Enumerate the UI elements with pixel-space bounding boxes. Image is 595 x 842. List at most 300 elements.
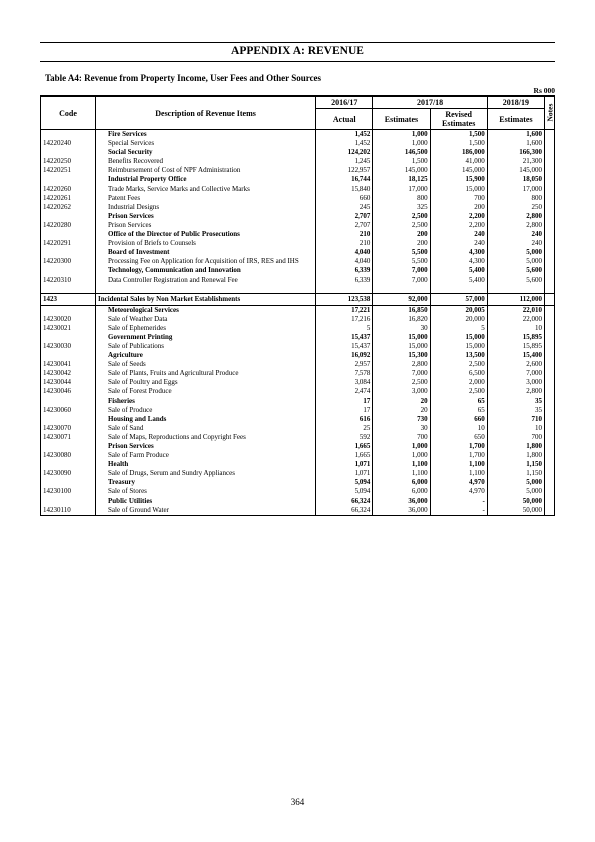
table-row bbox=[41, 203, 555, 212]
row-description: Prison Services bbox=[96, 212, 316, 221]
row-estimates: 1,100 bbox=[373, 460, 430, 469]
row-actual: 210 bbox=[316, 230, 373, 239]
row-estimates-2018: 2,800 bbox=[487, 212, 544, 221]
row-revised bbox=[430, 285, 487, 294]
row-actual: 6,339 bbox=[316, 276, 373, 285]
col-year-2017: 2017/18 bbox=[373, 96, 487, 109]
row-actual: 17 bbox=[316, 406, 373, 415]
row-estimates-2018: 10 bbox=[487, 324, 544, 333]
row-notes bbox=[545, 130, 555, 140]
row-estimates: 7,000 bbox=[373, 276, 430, 285]
row-code: 14220262 bbox=[41, 203, 96, 212]
row-description: Sale of Farm Produce bbox=[96, 451, 316, 460]
row-code bbox=[41, 212, 96, 221]
row-actual: 25 bbox=[316, 424, 373, 433]
row-estimates: 1,500 bbox=[373, 157, 430, 166]
table-title: Table A4: Revenue from Property Income, User Fees and Other Sources bbox=[45, 73, 322, 83]
row-actual: 4,040 bbox=[316, 257, 373, 266]
row-code: 14230021 bbox=[41, 324, 96, 333]
row-revised: 5 bbox=[430, 324, 487, 333]
row-estimates: 17,000 bbox=[373, 185, 430, 194]
row-description: Processing Fee on Application for Acquisition of IRS, RES and IHS bbox=[96, 257, 316, 266]
row-actual: 7,578 bbox=[316, 369, 373, 378]
row-description: Public Utilities bbox=[96, 497, 316, 506]
table-header bbox=[41, 96, 555, 130]
row-description: Sale of Sand bbox=[96, 424, 316, 433]
row-estimates: 20 bbox=[373, 406, 430, 415]
row-estimates-2018: 240 bbox=[487, 230, 544, 239]
row-description: Industrial Property Office bbox=[96, 175, 316, 184]
row-estimates: 18,125 bbox=[373, 175, 430, 184]
revenue-table bbox=[40, 95, 555, 516]
table-row bbox=[41, 424, 555, 433]
row-revised: 5,400 bbox=[430, 276, 487, 285]
row-estimates: 800 bbox=[373, 194, 430, 203]
row-code: 14220250 bbox=[41, 157, 96, 166]
row-estimates: 2,500 bbox=[373, 221, 430, 230]
row-notes bbox=[545, 315, 555, 324]
group-row bbox=[41, 266, 555, 275]
table-row bbox=[41, 185, 555, 194]
row-estimates-2018: 50,000 bbox=[487, 497, 544, 506]
row-revised: 6,500 bbox=[430, 369, 487, 378]
row-notes bbox=[545, 175, 555, 184]
row-estimates-2018: 1,150 bbox=[487, 469, 544, 478]
row-estimates-2018: 15,400 bbox=[487, 351, 544, 360]
row-notes bbox=[545, 257, 555, 266]
row-notes bbox=[545, 285, 555, 294]
row-actual bbox=[316, 285, 373, 294]
row-revised: 2,200 bbox=[430, 212, 487, 221]
table-row bbox=[41, 221, 555, 230]
row-description: Incidental Sales by Non Market Establishments bbox=[96, 293, 316, 305]
row-estimates: 7,000 bbox=[373, 266, 430, 275]
row-estimates-2018: 5,000 bbox=[487, 257, 544, 266]
row-estimates-2018: 15,895 bbox=[487, 333, 544, 342]
group-row bbox=[41, 148, 555, 157]
row-code bbox=[41, 305, 96, 315]
row-code: 14230071 bbox=[41, 433, 96, 442]
table-row bbox=[41, 324, 555, 333]
row-estimates-2018: 21,300 bbox=[487, 157, 544, 166]
group-row bbox=[41, 333, 555, 342]
group-row bbox=[41, 305, 555, 315]
table-row bbox=[41, 285, 555, 294]
appendix-title: APPENDIX A: REVENUE bbox=[231, 45, 364, 57]
row-description: Sale of Maps, Reproductions and Copyright Fees bbox=[96, 433, 316, 442]
row-description: Housing and Lands bbox=[96, 415, 316, 424]
row-code: 14230041 bbox=[41, 360, 96, 369]
row-code: 14220280 bbox=[41, 221, 96, 230]
row-estimates: 5,500 bbox=[373, 257, 430, 266]
row-estimates-2018: 22,000 bbox=[487, 315, 544, 324]
row-actual: 2,707 bbox=[316, 212, 373, 221]
row-notes bbox=[545, 194, 555, 203]
row-revised: 650 bbox=[430, 433, 487, 442]
row-code bbox=[41, 497, 96, 506]
row-revised: 1,700 bbox=[430, 442, 487, 451]
col-year-2018: 2018/19 bbox=[487, 96, 544, 109]
row-code: 14220260 bbox=[41, 185, 96, 194]
group-row bbox=[41, 415, 555, 424]
row-revised: 2,500 bbox=[430, 360, 487, 369]
row-notes bbox=[545, 369, 555, 378]
row-notes bbox=[545, 406, 555, 415]
row-estimates-2018: 5,600 bbox=[487, 276, 544, 285]
row-code: 14230030 bbox=[41, 342, 96, 351]
row-actual: 616 bbox=[316, 415, 373, 424]
row-actual: 16,744 bbox=[316, 175, 373, 184]
row-actual: 1,665 bbox=[316, 451, 373, 460]
row-notes bbox=[545, 266, 555, 275]
row-estimates: 1,000 bbox=[373, 130, 430, 140]
table-row bbox=[41, 469, 555, 478]
row-estimates: 145,000 bbox=[373, 166, 430, 175]
col-estimates: Estimates bbox=[373, 109, 430, 130]
row-notes bbox=[545, 166, 555, 175]
table-row bbox=[41, 387, 555, 396]
row-code: 14220251 bbox=[41, 166, 96, 175]
row-actual: 2,707 bbox=[316, 221, 373, 230]
row-estimates-2018: 2,800 bbox=[487, 221, 544, 230]
row-estimates: 1,000 bbox=[373, 451, 430, 460]
row-actual: 5,094 bbox=[316, 487, 373, 496]
row-notes bbox=[545, 203, 555, 212]
row-actual: 15,437 bbox=[316, 342, 373, 351]
row-actual: 1,245 bbox=[316, 157, 373, 166]
row-code bbox=[41, 175, 96, 184]
row-notes bbox=[545, 397, 555, 406]
row-estimates-2018: 112,000 bbox=[487, 293, 544, 305]
group-row bbox=[41, 175, 555, 184]
row-description: Sale of Plants, Fruits and Agricultural Produce bbox=[96, 369, 316, 378]
row-notes bbox=[545, 157, 555, 166]
row-notes bbox=[545, 387, 555, 396]
row-code: 14230110 bbox=[41, 506, 96, 516]
row-notes bbox=[545, 460, 555, 469]
row-revised: 2,200 bbox=[430, 221, 487, 230]
row-estimates: 36,000 bbox=[373, 506, 430, 516]
row-notes bbox=[545, 185, 555, 194]
table-row bbox=[41, 257, 555, 266]
row-actual: 1,452 bbox=[316, 130, 373, 140]
row-actual: 2,957 bbox=[316, 360, 373, 369]
row-estimates: 16,850 bbox=[373, 305, 430, 315]
row-notes bbox=[545, 293, 555, 305]
row-actual: 1,452 bbox=[316, 139, 373, 148]
group-row bbox=[41, 442, 555, 451]
row-revised: 15,000 bbox=[430, 342, 487, 351]
row-code bbox=[41, 230, 96, 239]
row-notes bbox=[545, 351, 555, 360]
row-description: Sale of Weather Data bbox=[96, 315, 316, 324]
row-estimates-2018: 2,800 bbox=[487, 387, 544, 396]
row-revised: 2,500 bbox=[430, 387, 487, 396]
row-estimates: 5,500 bbox=[373, 248, 430, 257]
row-estimates-2018: 5,600 bbox=[487, 266, 544, 275]
row-code: 14220261 bbox=[41, 194, 96, 203]
row-estimates-2018: 5,000 bbox=[487, 487, 544, 496]
row-description: Office of the Director of Public Prosecutions bbox=[96, 230, 316, 239]
row-revised: 4,300 bbox=[430, 257, 487, 266]
row-revised: 1,700 bbox=[430, 451, 487, 460]
row-estimates-2018: 250 bbox=[487, 203, 544, 212]
row-description: Prison Services bbox=[96, 442, 316, 451]
row-estimates-2018: 35 bbox=[487, 397, 544, 406]
row-estimates: 200 bbox=[373, 239, 430, 248]
row-estimates: 20 bbox=[373, 397, 430, 406]
row-revised: 200 bbox=[430, 203, 487, 212]
row-revised: 5,400 bbox=[430, 266, 487, 275]
row-estimates: 1,100 bbox=[373, 469, 430, 478]
row-actual: 5,094 bbox=[316, 478, 373, 487]
row-revised: 1,100 bbox=[430, 469, 487, 478]
row-actual: 660 bbox=[316, 194, 373, 203]
row-estimates-2018: 166,300 bbox=[487, 148, 544, 157]
row-actual: 17,216 bbox=[316, 315, 373, 324]
row-estimates: 7,000 bbox=[373, 369, 430, 378]
row-code bbox=[41, 397, 96, 406]
row-code: 14230070 bbox=[41, 424, 96, 433]
table-row bbox=[41, 360, 555, 369]
row-estimates: 1,000 bbox=[373, 139, 430, 148]
col-description: Description of Revenue Items bbox=[96, 96, 316, 130]
table-row bbox=[41, 406, 555, 415]
row-description: Health bbox=[96, 460, 316, 469]
row-notes bbox=[545, 305, 555, 315]
row-notes bbox=[545, 230, 555, 239]
row-actual: 4,040 bbox=[316, 248, 373, 257]
row-revised: 240 bbox=[430, 230, 487, 239]
row-estimates: 30 bbox=[373, 424, 430, 433]
row-estimates-2018: 18,050 bbox=[487, 175, 544, 184]
row-actual: 66,324 bbox=[316, 506, 373, 516]
row-estimates bbox=[373, 285, 430, 294]
row-revised: - bbox=[430, 497, 487, 506]
row-description: Sale of Stores bbox=[96, 487, 316, 496]
row-estimates-2018: 1,800 bbox=[487, 442, 544, 451]
row-description: Agriculture bbox=[96, 351, 316, 360]
row-code: 14220310 bbox=[41, 276, 96, 285]
row-revised: 2,000 bbox=[430, 378, 487, 387]
row-description: Technology, Communication and Innovation bbox=[96, 266, 316, 275]
row-actual: 210 bbox=[316, 239, 373, 248]
row-revised: 660 bbox=[430, 415, 487, 424]
row-revised: 65 bbox=[430, 397, 487, 406]
row-notes bbox=[545, 469, 555, 478]
row-estimates-2018: 710 bbox=[487, 415, 544, 424]
row-notes bbox=[545, 415, 555, 424]
col-revised: Revised Estimates bbox=[430, 109, 487, 130]
row-actual: 15,840 bbox=[316, 185, 373, 194]
row-estimates-2018: 1,600 bbox=[487, 139, 544, 148]
row-description: Provision of Briefs to Counsels bbox=[96, 239, 316, 248]
row-actual: 1,071 bbox=[316, 469, 373, 478]
row-notes bbox=[545, 333, 555, 342]
row-estimates: 92,000 bbox=[373, 293, 430, 305]
table-row bbox=[41, 506, 555, 516]
row-estimates: 16,820 bbox=[373, 315, 430, 324]
col-actual: Actual bbox=[316, 109, 373, 130]
row-code: 14230060 bbox=[41, 406, 96, 415]
row-revised: 20,005 bbox=[430, 305, 487, 315]
row-notes bbox=[545, 148, 555, 157]
row-revised: 65 bbox=[430, 406, 487, 415]
row-code: 1423 bbox=[41, 293, 96, 305]
row-estimates: 200 bbox=[373, 230, 430, 239]
row-code bbox=[41, 285, 96, 294]
row-code: 14230090 bbox=[41, 469, 96, 478]
row-description: Government Printing bbox=[96, 333, 316, 342]
row-actual: 5 bbox=[316, 324, 373, 333]
row-revised: 1,100 bbox=[430, 460, 487, 469]
row-notes bbox=[545, 276, 555, 285]
col-estimates-2018: Estimates bbox=[487, 109, 544, 130]
group-row bbox=[41, 460, 555, 469]
table-row bbox=[41, 378, 555, 387]
row-revised: 13,500 bbox=[430, 351, 487, 360]
row-code bbox=[41, 333, 96, 342]
row-code bbox=[41, 442, 96, 451]
row-estimates-2018: 22,010 bbox=[487, 305, 544, 315]
row-estimates-2018: 17,000 bbox=[487, 185, 544, 194]
row-estimates-2018: 50,000 bbox=[487, 506, 544, 516]
row-revised: 15,900 bbox=[430, 175, 487, 184]
row-estimates-2018: 240 bbox=[487, 239, 544, 248]
row-revised: 41,000 bbox=[430, 157, 487, 166]
row-revised: - bbox=[430, 506, 487, 516]
row-estimates: 2,500 bbox=[373, 378, 430, 387]
row-revised: 15,000 bbox=[430, 185, 487, 194]
row-notes bbox=[545, 139, 555, 148]
row-description: Treasury bbox=[96, 478, 316, 487]
col-year-2016: 2016/17 bbox=[316, 96, 373, 109]
row-revised: 186,000 bbox=[430, 148, 487, 157]
row-notes bbox=[545, 221, 555, 230]
row-code bbox=[41, 460, 96, 469]
row-actual: 124,202 bbox=[316, 148, 373, 157]
row-estimates: 36,000 bbox=[373, 497, 430, 506]
row-estimates: 325 bbox=[373, 203, 430, 212]
group-row bbox=[41, 351, 555, 360]
row-estimates: 30 bbox=[373, 324, 430, 333]
row-description: Social Security bbox=[96, 148, 316, 157]
row-description: Sale of Ephemerides bbox=[96, 324, 316, 333]
row-estimates-2018: 3,000 bbox=[487, 378, 544, 387]
row-code bbox=[41, 478, 96, 487]
row-estimates: 1,000 bbox=[373, 442, 430, 451]
row-revised: 4,970 bbox=[430, 487, 487, 496]
row-estimates: 730 bbox=[373, 415, 430, 424]
table-row bbox=[41, 487, 555, 496]
group-row bbox=[41, 397, 555, 406]
row-description: Sale of Seeds bbox=[96, 360, 316, 369]
row-code: 14230042 bbox=[41, 369, 96, 378]
row-description: Meteorological Services bbox=[96, 305, 316, 315]
group-row bbox=[41, 497, 555, 506]
row-code bbox=[41, 248, 96, 257]
row-revised: 1,500 bbox=[430, 139, 487, 148]
row-actual: 17 bbox=[316, 397, 373, 406]
row-notes bbox=[545, 324, 555, 333]
row-estimates-2018: 2,600 bbox=[487, 360, 544, 369]
row-actual: 16,092 bbox=[316, 351, 373, 360]
row-code: 14230044 bbox=[41, 378, 96, 387]
row-description: Industrial Designs bbox=[96, 203, 316, 212]
row-description bbox=[96, 285, 316, 294]
row-actual: 122,957 bbox=[316, 166, 373, 175]
row-revised: 15,000 bbox=[430, 333, 487, 342]
table-row bbox=[41, 433, 555, 442]
row-estimates-2018: 1,800 bbox=[487, 451, 544, 460]
row-revised: 145,000 bbox=[430, 166, 487, 175]
row-notes bbox=[545, 497, 555, 506]
row-notes bbox=[545, 506, 555, 516]
row-notes bbox=[545, 378, 555, 387]
row-estimates: 3,000 bbox=[373, 387, 430, 396]
table-row bbox=[41, 157, 555, 166]
row-notes bbox=[545, 478, 555, 487]
row-description: Reimbursement of Cost of NPF Administration bbox=[96, 166, 316, 175]
table-row bbox=[41, 315, 555, 324]
row-estimates-2018: 5,000 bbox=[487, 478, 544, 487]
row-description: Fisheries bbox=[96, 397, 316, 406]
row-notes bbox=[545, 487, 555, 496]
row-revised: 4,300 bbox=[430, 248, 487, 257]
row-description: Fire Services bbox=[96, 130, 316, 140]
row-code: 14220291 bbox=[41, 239, 96, 248]
table-row bbox=[41, 369, 555, 378]
row-description: Sale of Publications bbox=[96, 342, 316, 351]
col-code: Code bbox=[41, 96, 96, 130]
col-notes: Notes bbox=[545, 96, 555, 130]
row-estimates: 2,800 bbox=[373, 360, 430, 369]
row-description: Board of Investment bbox=[96, 248, 316, 257]
row-actual: 17,221 bbox=[316, 305, 373, 315]
row-actual: 1,665 bbox=[316, 442, 373, 451]
row-estimates-2018: 10 bbox=[487, 424, 544, 433]
group-row bbox=[41, 130, 555, 140]
group-row bbox=[41, 248, 555, 257]
row-notes bbox=[545, 342, 555, 351]
row-revised: 10 bbox=[430, 424, 487, 433]
row-code bbox=[41, 148, 96, 157]
row-code: 14230100 bbox=[41, 487, 96, 496]
table-row bbox=[41, 342, 555, 351]
row-revised: 4,970 bbox=[430, 478, 487, 487]
row-description: Benefits Recovered bbox=[96, 157, 316, 166]
row-revised: 20,000 bbox=[430, 315, 487, 324]
row-description: Sale of Drugs, Serum and Sundry Appliances bbox=[96, 469, 316, 478]
row-estimates: 700 bbox=[373, 433, 430, 442]
top-rule bbox=[40, 42, 555, 43]
row-description: Trade Marks, Service Marks and Collective Marks bbox=[96, 185, 316, 194]
row-notes bbox=[545, 360, 555, 369]
group-row bbox=[41, 230, 555, 239]
row-estimates: 146,500 bbox=[373, 148, 430, 157]
row-estimates-2018 bbox=[487, 285, 544, 294]
row-description: Prison Services bbox=[96, 221, 316, 230]
row-estimates: 2,500 bbox=[373, 212, 430, 221]
row-actual: 15,437 bbox=[316, 333, 373, 342]
row-notes bbox=[545, 433, 555, 442]
table-row bbox=[41, 276, 555, 285]
row-estimates-2018: 15,895 bbox=[487, 342, 544, 351]
row-notes bbox=[545, 212, 555, 221]
row-actual: 3,084 bbox=[316, 378, 373, 387]
row-estimates-2018: 1,600 bbox=[487, 130, 544, 140]
row-code: 14230046 bbox=[41, 387, 96, 396]
